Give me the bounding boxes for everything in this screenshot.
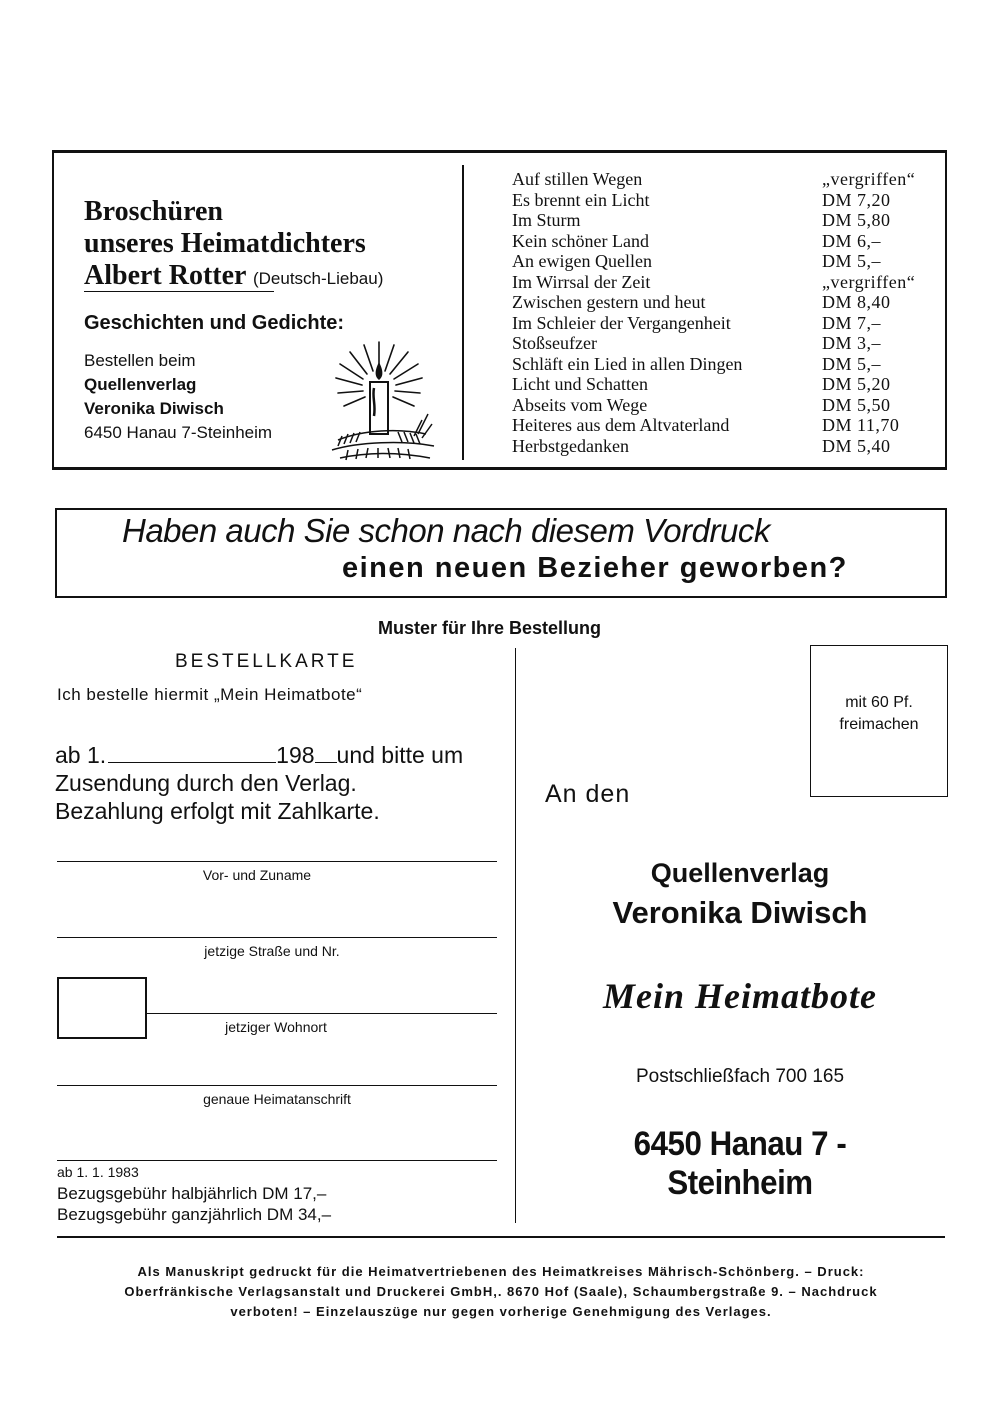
recipient-publisher: Quellenverlag bbox=[650, 858, 830, 888]
order-date-line bbox=[55, 740, 463, 769]
book-title: Schläft ein Lied in allen Dingen bbox=[512, 353, 743, 374]
street-label: jetzige Straße und Nr. bbox=[204, 943, 340, 959]
year-prefix: 198 bbox=[276, 742, 315, 768]
book-price: DM 8,40 bbox=[822, 292, 891, 312]
city-label: jetziger Wohnort bbox=[225, 1019, 327, 1035]
brochure-heading bbox=[84, 196, 454, 295]
book-price: DM 7,20 bbox=[822, 189, 891, 210]
book-item bbox=[512, 210, 932, 231]
imprint-line-2: Oberfränkische Verlagsanstalt und Druckerei GmbH,. 8670 Hof (Saale), Schaumbergstraße 9. – Nachdruck bbox=[124, 1284, 878, 1299]
book-title: Kein schöner Land bbox=[512, 230, 649, 251]
author-place: (Deutsch-Liebau) bbox=[252, 269, 384, 288]
stamp-text bbox=[810, 692, 948, 736]
book-title: Auf stillen Wegen bbox=[512, 169, 643, 189]
publisher-name-1: Quellenverlag bbox=[84, 375, 197, 394]
book-price: DM 5,40 bbox=[822, 435, 891, 456]
recipient-prefix: An den bbox=[545, 780, 631, 808]
street-line[interactable] bbox=[57, 937, 497, 938]
imprint bbox=[57, 1262, 945, 1322]
book-price: DM 11,70 bbox=[822, 415, 900, 435]
fee-full-year: Bezugsgebühr ganzjährlich DM 34,– bbox=[57, 1205, 332, 1224]
book-item bbox=[512, 190, 932, 211]
footer-rule bbox=[57, 1236, 945, 1238]
book-price: DM 5,80 bbox=[822, 210, 891, 230]
order-intro: Bestellen beim bbox=[84, 351, 196, 370]
order-body bbox=[55, 740, 463, 825]
stamp-line-1: mit 60 Pf. bbox=[845, 694, 913, 711]
book-price: DM 5,50 bbox=[822, 394, 891, 415]
book-item bbox=[512, 272, 932, 293]
month-blank[interactable] bbox=[108, 740, 276, 763]
continue-text: und bitte um bbox=[336, 742, 464, 768]
fee-rule bbox=[57, 1160, 497, 1161]
imprint-line-1: Als Manuskript gedruckt für die Heimatvertriebenen des Heimatkreises Mährisch-Schönberg. – Druck: bbox=[137, 1264, 865, 1279]
book-price: „vergriffen“ bbox=[822, 169, 916, 189]
question-line-1: Haben auch Sie schon nach diesem Vordruck bbox=[122, 512, 770, 549]
home-address-line[interactable] bbox=[57, 1085, 497, 1086]
brochure-subheading: Geschichten und Gedichte: bbox=[84, 312, 345, 334]
order-statement: Ich bestelle hiermit „Mein Heimatbote“ bbox=[57, 685, 363, 704]
fee-block bbox=[57, 1162, 331, 1225]
book-title: Im Wirrsal der Zeit bbox=[512, 271, 651, 292]
book-item bbox=[512, 169, 932, 190]
book-title: Abseits vom Wege bbox=[512, 394, 648, 415]
book-title: Es brennt ein Licht bbox=[512, 189, 650, 210]
book-item bbox=[512, 231, 932, 252]
book-item bbox=[512, 415, 932, 436]
heading-line-2: unseres Heimatdichters bbox=[84, 228, 366, 259]
card-title: BESTELLKARTE bbox=[175, 651, 358, 672]
city-line[interactable] bbox=[147, 1013, 497, 1014]
candle-icon bbox=[318, 340, 440, 464]
postbox: Postschließfach 700 165 bbox=[635, 1066, 845, 1087]
stamp-line-2: freimachen bbox=[839, 716, 919, 733]
author-name: Albert Rotter bbox=[84, 260, 246, 291]
book-title: Im Sturm bbox=[512, 210, 581, 230]
imprint-line-3: verboten! – Einzelauszüge nur gegen vorherige Genehmigung des Verlages. bbox=[230, 1304, 772, 1319]
name-line[interactable] bbox=[57, 861, 497, 862]
year-blank[interactable] bbox=[315, 740, 337, 763]
book-title: Heiteres aus dem Altvaterland bbox=[512, 415, 730, 435]
question-line-2: einen neuen Bezieher geworben? bbox=[342, 552, 848, 584]
book-item bbox=[512, 354, 932, 375]
book-price: DM 5,20 bbox=[822, 374, 891, 394]
from-prefix: ab 1. bbox=[55, 742, 107, 768]
book-item bbox=[512, 333, 932, 354]
fee-half-year: Bezugsgebühr halbjährlich DM 17,– bbox=[57, 1184, 327, 1203]
delivery-text: Zusendung durch den Verlag. bbox=[55, 770, 357, 796]
book-title: Herbstgedanken bbox=[512, 435, 629, 456]
book-item bbox=[512, 251, 932, 272]
payment-text: Bezahlung erfolgt mit Zahlkarte. bbox=[55, 798, 380, 824]
book-title: Im Schleier der Vergangenheit bbox=[512, 312, 731, 333]
book-title: An ewigen Quellen bbox=[512, 251, 652, 271]
book-title: Licht und Schatten bbox=[512, 374, 648, 394]
book-price: DM 5,– bbox=[822, 251, 882, 271]
book-price: DM 7,– bbox=[822, 312, 882, 333]
brochure-order-info bbox=[84, 349, 272, 445]
book-price: DM 3,– bbox=[822, 333, 882, 353]
book-list bbox=[512, 169, 932, 456]
book-price: DM 5,– bbox=[822, 353, 882, 374]
heading-line-3 bbox=[84, 260, 454, 295]
book-item bbox=[512, 436, 932, 457]
sample-title: Muster für Ihre Bestellung bbox=[378, 618, 602, 638]
fee-date: ab 1. 1. 1983 bbox=[57, 1164, 139, 1180]
heading-underline bbox=[84, 291, 274, 292]
book-title: Zwischen gestern und heut bbox=[512, 292, 706, 312]
book-item bbox=[512, 374, 932, 395]
magazine-title: Mein Heimatbote bbox=[603, 976, 877, 1016]
book-price: DM 6,– bbox=[822, 230, 882, 251]
name-label: Vor- und Zuname bbox=[202, 867, 312, 883]
book-item bbox=[512, 395, 932, 416]
home-address-label: genaue Heimatanschrift bbox=[203, 1091, 351, 1107]
book-title: Stoßseufzer bbox=[512, 333, 597, 353]
book-item bbox=[512, 292, 932, 313]
brochure-divider bbox=[462, 165, 464, 460]
publisher-address: 6450 Hanau 7-Steinheim bbox=[84, 423, 273, 442]
recipient-city: 6450 Hanau 7 - Steinheim bbox=[633, 1125, 847, 1202]
recipient-name: Veronika Diwisch bbox=[612, 895, 868, 930]
heading-line-1: Broschüren bbox=[84, 196, 223, 227]
publisher-name-2: Veronika Diwisch bbox=[84, 399, 224, 418]
book-price: „vergriffen“ bbox=[822, 271, 916, 292]
book-item bbox=[512, 313, 932, 334]
card-divider bbox=[515, 648, 516, 1223]
